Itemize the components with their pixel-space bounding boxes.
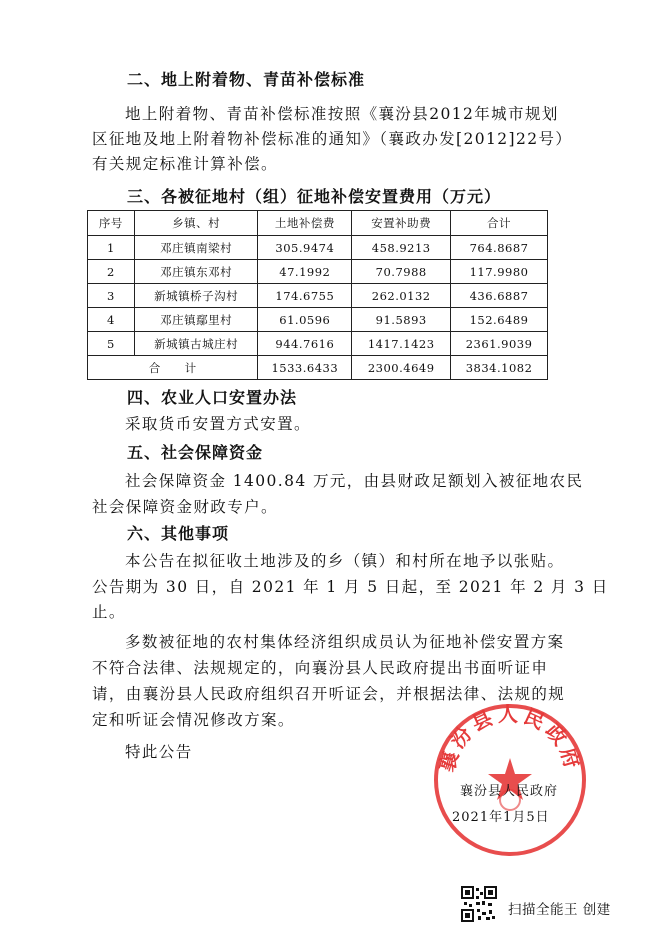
qr-code-icon [461, 886, 497, 922]
signature-date: 2021年1月5日 [452, 810, 550, 825]
header-cell: 合计 [451, 211, 548, 236]
section-5-line: 社会保障资金财政专户。 [92, 498, 278, 516]
cell-index: 5 [88, 332, 135, 356]
table-header-row [88, 211, 548, 236]
header-cell: 序号 [88, 211, 135, 236]
total-resettle-fee: 2300.4649 [352, 356, 451, 380]
signature-org: 襄汾县人民政府 [460, 784, 559, 799]
cell-subtotal: 764.8687 [451, 236, 548, 260]
section-2-line: 区征地及地上附着物补偿标准的通知》（襄政办发[2012]22号） [92, 130, 573, 148]
cell-index: 4 [88, 308, 135, 332]
section-6-line: 止。 [92, 603, 126, 621]
section-4-title: 四、农业人口安置办法 [127, 388, 298, 407]
cell-resettle-fee: 1417.1423 [352, 332, 451, 356]
closing-text: 特此公告 [125, 743, 193, 761]
section-2-title: 二、地上附着物、青苗补偿标准 [127, 70, 366, 89]
header-cell: 安置补助费 [352, 211, 451, 236]
table-row [88, 308, 548, 332]
cell-land-fee: 944.7616 [258, 332, 352, 356]
total-label: 合 计 [88, 356, 258, 380]
cell-subtotal: 436.6887 [451, 284, 548, 308]
table-row [88, 260, 548, 284]
seal-text: 襄汾县人民政府 [434, 702, 586, 775]
section-6-line: 定和听证会情况修改方案。 [92, 711, 295, 729]
section-6-line: 请，由襄汾县人民政府组织召开听证会，并根据法律、法规的规 [92, 685, 566, 703]
cell-village: 新城镇古城庄村 [134, 332, 258, 356]
section-3-title: 三、各被征地村（组）征地补偿安置费用（万元） [127, 187, 502, 206]
cell-village: 邓庄镇南梁村 [134, 236, 258, 260]
section-6-title: 六、其他事项 [127, 524, 230, 543]
cell-subtotal: 152.6489 [451, 308, 548, 332]
section-2-line: 有关规定标准计算补偿。 [92, 155, 278, 173]
cell-resettle-fee: 262.0132 [352, 284, 451, 308]
cell-village: 邓庄镇东邓村 [134, 260, 258, 284]
cell-resettle-fee: 70.7988 [352, 260, 451, 284]
cell-subtotal: 2361.9039 [451, 332, 548, 356]
cell-resettle-fee: 91.5893 [352, 308, 451, 332]
scanner-watermark: 扫描全能王 创建 [508, 902, 611, 918]
cell-village: 新城镇桥子沟村 [134, 284, 258, 308]
cell-index: 1 [88, 236, 135, 260]
section-6-line: 本公告在拟征收土地涉及的乡（镇）和村所在地予以张贴。 [125, 552, 565, 570]
cell-subtotal: 117.9980 [451, 260, 548, 284]
header-cell: 乡镇、村 [134, 211, 258, 236]
cell-land-fee: 47.1992 [258, 260, 352, 284]
section-6-line: 公告期为 30 日，自 2021 年 1 月 5 日起，至 2021 年 2 月 3 日 [92, 578, 609, 596]
section-4-text: 采取货币安置方式安置。 [125, 415, 311, 433]
section-2-line: 地上附着物、青苗补偿标准按照《襄汾县2012年城市规划 [125, 105, 559, 123]
section-5-line: 社会保障资金 1400.84 万元，由县财政足额划入被征地农民 [125, 472, 584, 490]
cell-land-fee: 174.6755 [258, 284, 352, 308]
table-row [88, 332, 548, 356]
cell-index: 2 [88, 260, 135, 284]
cell-land-fee: 61.0596 [258, 308, 352, 332]
table-total-row [88, 356, 548, 380]
cell-village: 邓庄镇鄢里村 [134, 308, 258, 332]
total-land-fee: 1533.6433 [258, 356, 352, 380]
table-row [88, 284, 548, 308]
section-5-title: 五、社会保障资金 [127, 443, 264, 462]
section-6-line: 不符合法律、法规规定的，向襄汾县人民政府提出书面听证申 [92, 659, 549, 677]
cell-land-fee: 305.9474 [258, 236, 352, 260]
section-6-line: 多数被征地的农村集体经济组织成员认为征地补偿安置方案 [125, 633, 565, 651]
compensation-table [87, 210, 548, 380]
table-row [88, 236, 548, 260]
total-sum: 3834.1082 [451, 356, 548, 380]
header-cell: 土地补偿费 [258, 211, 352, 236]
cell-index: 3 [88, 284, 135, 308]
cell-resettle-fee: 458.9213 [352, 236, 451, 260]
